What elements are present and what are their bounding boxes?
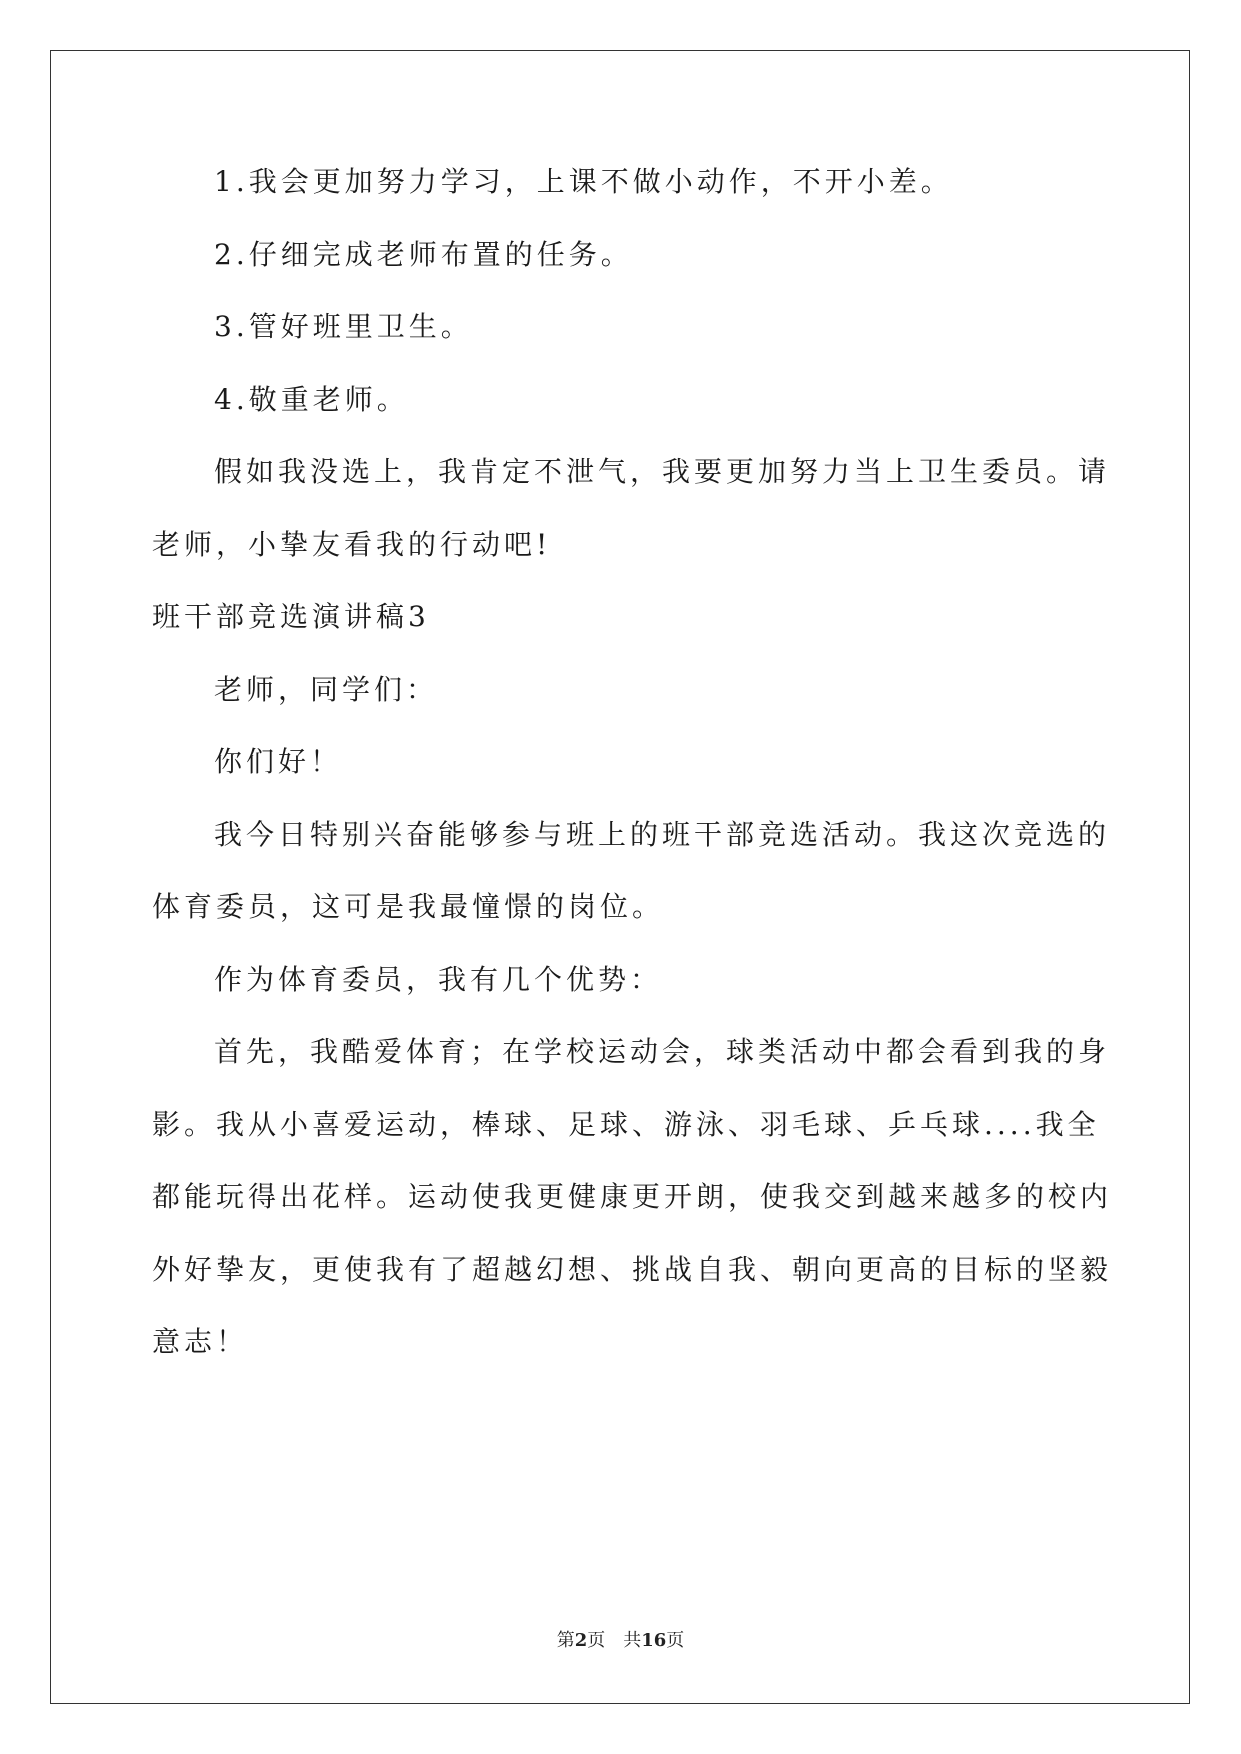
paragraph-line: 4.敬重老师。 xyxy=(214,382,409,416)
paragraph-line: 1.我会更加努力学习，上课不做小动作，不开小差。 xyxy=(214,165,953,198)
paragraph-line: 我今日特别兴奋能够参与班上的班干部竞选活动。我这次竞选的 xyxy=(214,817,1111,851)
footer-prefix: 第 xyxy=(556,1630,575,1651)
paragraph-line: 意志！ xyxy=(152,1325,249,1358)
paragraph-line: 你们好！ xyxy=(214,745,343,778)
paragraph-line: 3.管好班里卫生。 xyxy=(214,310,473,343)
paragraph-line: 都能玩得出花样。运动使我更健康更开朗，使我交到越来越多的校内 xyxy=(152,1180,1113,1213)
paragraph-line: 2.仔细完成老师布置的任务。 xyxy=(214,237,633,271)
page-footer xyxy=(0,1626,1241,1652)
paragraph-line: 假如我没选上，我肯定不泄气，我要更加努力当上卫生委员。请 xyxy=(214,455,1111,488)
paragraph-line: 老师，小挚友看我的行动吧! xyxy=(152,527,552,561)
section-heading: 班干部竞选演讲稿3 xyxy=(152,600,430,633)
total-page-count: 16 xyxy=(641,1630,667,1651)
paragraph-line: 作为体育委员，我有几个优势： xyxy=(214,962,663,996)
paragraph-line: 外好挚友，更使我有了超越幻想、挑战自我、朝向更高的目标的坚毅 xyxy=(152,1252,1113,1286)
footer-page-suffix: 页 xyxy=(587,1630,606,1651)
current-page-number: 2 xyxy=(574,1630,588,1651)
paragraph-line: 首先，我酷爱体育；在学校运动会，球类活动中都会看到我的身 xyxy=(214,1035,1111,1068)
document-body xyxy=(152,162,1113,1395)
paragraph-line: 体育委员，这可是我最憧憬的岗位。 xyxy=(152,890,665,923)
footer-total-prefix: 共 xyxy=(623,1630,642,1651)
paragraph-line: 影。我从小喜爱运动，棒球、足球、游泳、羽毛球、乒乓球....我全 xyxy=(152,1107,1100,1141)
footer-total-suffix: 页 xyxy=(666,1630,685,1651)
paragraph-line: 老师，同学们： xyxy=(214,672,439,706)
